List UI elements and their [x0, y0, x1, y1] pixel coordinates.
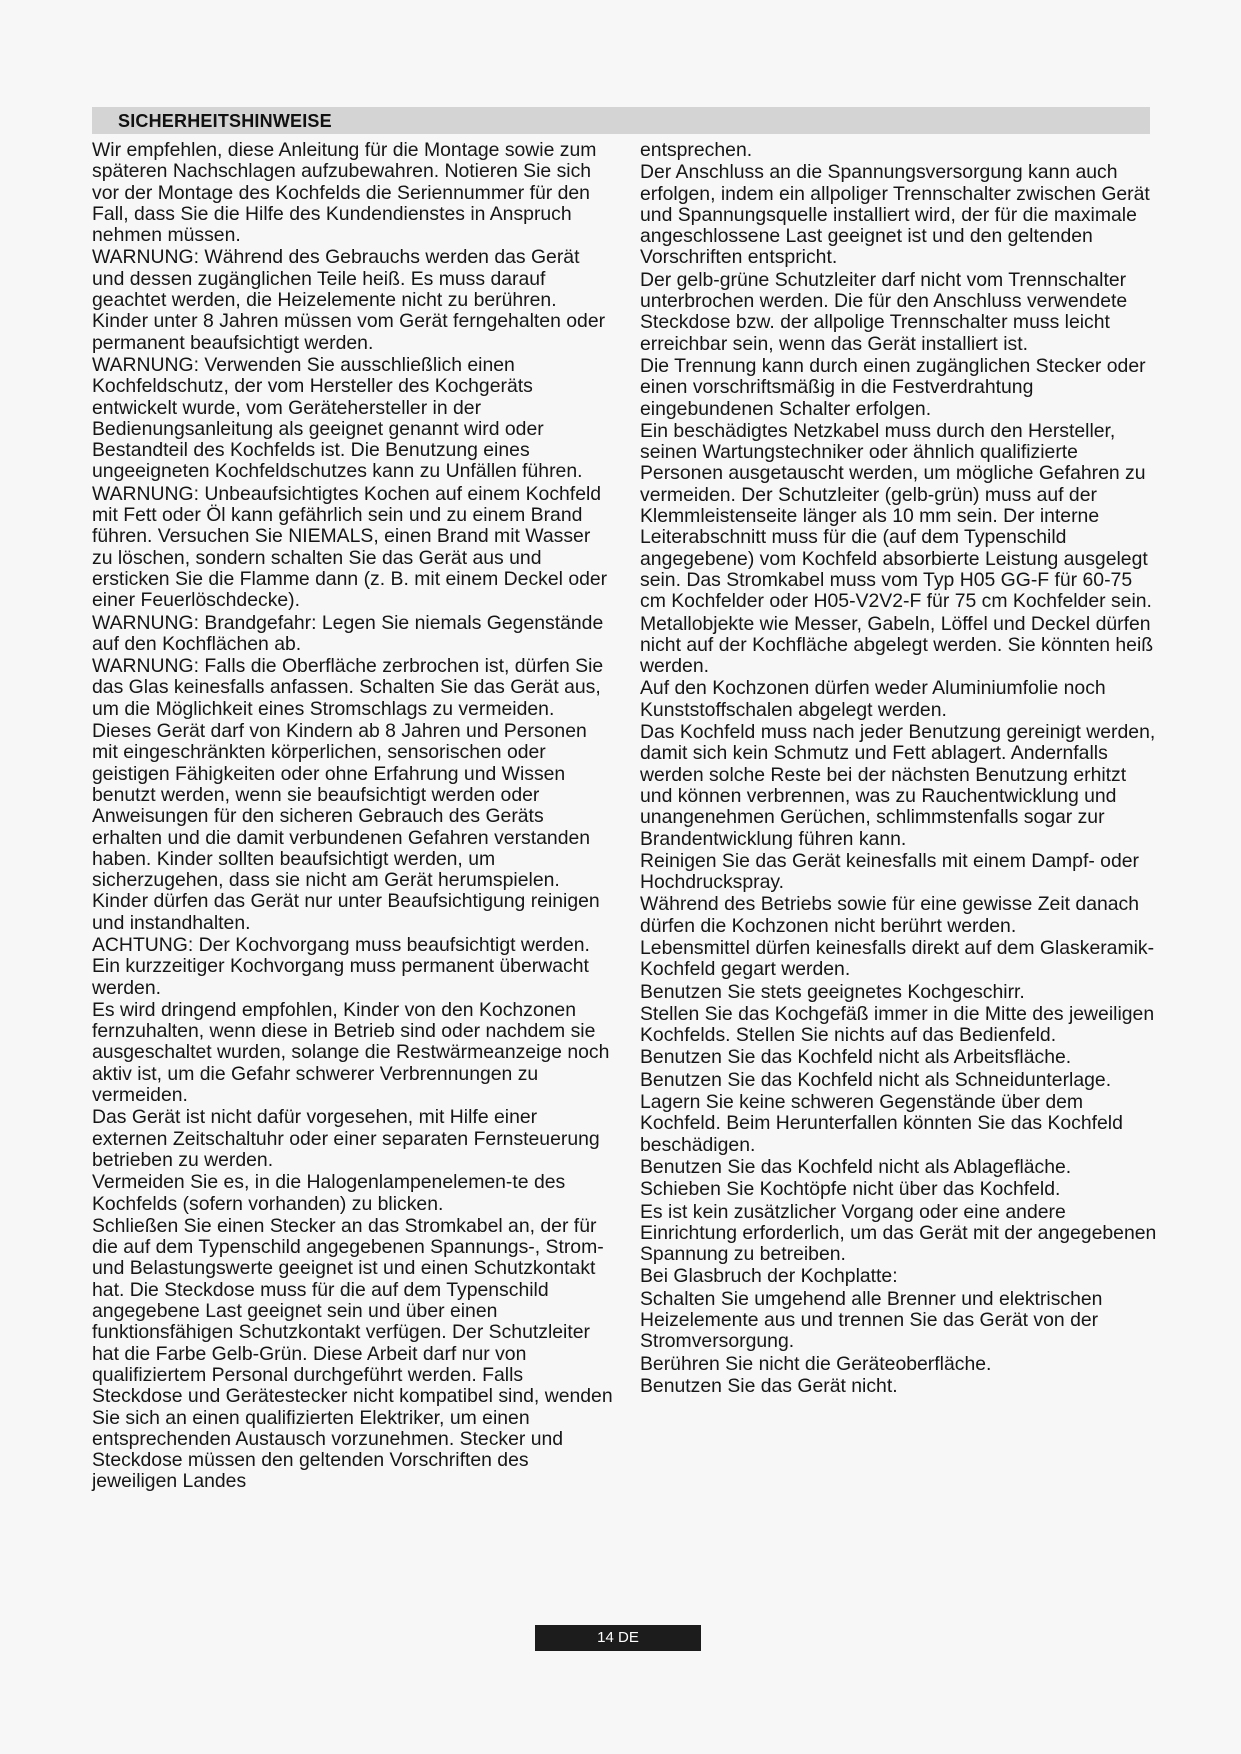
paragraph: Dieses Gerät darf von Kindern ab 8 Jahren und Personen mit eingeschränkten körperlichen, sensorischen oder geistigen Fähigkeiten oder ohne Erfahrung und Wissen benutzt werden, wenn sie beaufsichtigt werden oder Anweisungen für den sicheren Gebrauch des Geräts erhalten und die damit verbundenen Gefahren verstanden haben. Kinder sollten beaufsichtigt werden, um sicherzugehen, dass sie nicht am Gerät herumspielen. Kinder dürfen das Gerät nur unter Beaufsichtigung reinigen und instandhalten. [92, 720, 600, 934]
left-column [92, 140, 614, 1494]
paragraph: WARNUNG: Verwenden Sie ausschließlich einen Kochfeldschutz, der vom Hersteller des Kochgeräts entwickelt wurde, vom Gerätehersteller in der Bedienungsanleitung als geeignet genannt wird oder Bestandteil des Kochfelds ist. Die Benutzung eines ungeeigneten Kochfeldschutzes kann zu Unfällen führen. [92, 353, 583, 483]
paragraph: Stellen Sie das Kochgefäß immer in die Mitte des jeweiligen Kochfelds. Stellen Sie nichts auf das Bedienfeld. [640, 1002, 1155, 1047]
paragraph: Metallobjekte wie Messer, Gabeln, Löffel und Deckel dürfen nicht auf der Kochfläche abgelegt werden. Sie könnten heiß werden. [640, 612, 1154, 678]
paragraph: Reinigen Sie das Gerät keinesfalls mit einem Dampf- oder Hochdruckspray. [640, 849, 1139, 894]
page-number: 14 DE [535, 1625, 701, 1651]
paragraph: Der gelb-grüne Schutzleiter darf nicht vom Trennschalter unterbrochen werden. Die für den Anschluss verwendete Steckdose bzw. der allpolige Trennschalter muss leicht erreichbar sein, wenn das Gerät installiert ist. [640, 268, 1128, 355]
paragraph: Schließen Sie einen Stecker an das Stromkabel an, der für die auf dem Typenschild angegebenen Spannungs-, Strom- und Belastungswerte geeignet ist und einen Schutzkontakt hat. Die Steckdose muss für die auf dem Typenschild angegebene Last geeignet sein und über einen funktionsfähigen Schutzkontakt verfügen. Der Schutzleiter hat die Farbe Gelb-Grün. Diese Arbeit darf nur von qualifiziertem Personal durchgeführt werden. Falls Steckdose und Gerätestecker nicht kompatibel sind, wenden Sie sich an einen qualifizierten Elektriker, um einen entsprechenden Austausch vorzunehmen. Stecker und Steckdose müssen den geltenden Vorschriften des jeweiligen Landes [92, 1214, 613, 1493]
paragraph: Berühren Sie nicht die Geräteoberfläche. [640, 1352, 992, 1375]
paragraph: Auf den Kochzonen dürfen weder Aluminiumfolie noch Kunststoffschalen abgelegt werden. [640, 677, 1106, 721]
paragraph: Lebensmittel dürfen keinesfalls direkt auf dem Glaskeramik-Kochfeld gegart werden. [640, 936, 1155, 981]
paragraph: Das Kochfeld muss nach jeder Benutzung gereinigt werden, damit sich kein Schmutz und Fett ablagert. Andernfalls werden solche Reste bei der nächsten Benutzung erhitzt und können verbrennen, was zu Rauchentwicklung und unangenehmen Gerüchen, schlimmstenfalls sogar zur Brandentwicklung führen kann. [640, 721, 1156, 850]
section-header-bar [92, 107, 1150, 134]
paragraph: Schalten Sie umgehend alle Brenner und elektrischen Heizelemente aus und trennen Sie das Gerät von der Stromversorgung. [640, 1287, 1103, 1353]
paragraph: Benutzen Sie stets geeignetes Kochgeschirr. [640, 980, 1025, 1003]
paragraph: Benutzen Sie das Kochfeld nicht als Schneidunterlage. [640, 1068, 1112, 1091]
paragraph: WARNUNG: Unbeaufsichtigtes Kochen auf einem Kochfeld mit Fett oder Öl kann gefährlich sein und zu einem Brand führen. Versuchen Sie NIEMALS, einen Brand mit Wasser zu löschen, sondern schalten Sie das Gerät aus und ersticken Sie die Flamme dann (z. B. mit einem Deckel oder einer Feuerlöschdecke). [92, 482, 608, 612]
paragraph: WARNUNG: Während des Gebrauchs werden das Gerät und dessen zugänglichen Teile heiß. Es muss darauf geachtet werden, die Heizelemente nicht zu berühren. Kinder unter 8 Jahren müssen vom Gerät ferngehalten oder permanent beaufsichtigt werden. [92, 246, 606, 354]
paragraph: Bei Glasbruch der Kochplatte: [640, 1265, 898, 1288]
paragraph: Es ist kein zusätzlicher Vorgang oder eine andere Einrichtung erforderlich, um das Gerät mit der angegebenen Spannung zu betreiben. [640, 1200, 1157, 1266]
paragraph: Ein beschädigtes Netzkabel muss durch den Hersteller, seinen Wartungstechniker oder ähnlich qualifizierte Personen ausgetauscht werden, um mögliche Gefahren zu vermeiden. Der Schutzleiter (gelb-grün) muss auf der Klemmleistenseite länger als 10 mm sein. Der interne Leiterabschnitt muss für die (auf dem Typenschild angegebene) vom Kochfeld absorbierte Leistung ausgelegt sein. Das Stromkabel muss vom Typ H05 GG-F für 60-75 cm Kochfelder oder H05-V2V2-F für 75 cm Kochfelder sein. [640, 419, 1152, 613]
paragraph: Benutzen Sie das Kochfeld nicht als Ablagefläche. [640, 1155, 1072, 1178]
paragraph: Benutzen Sie das Gerät nicht. [640, 1374, 898, 1397]
paragraph: Benutzen Sie das Kochfeld nicht als Arbeitsfläche. [640, 1046, 1072, 1069]
paragraph: Wir empfehlen, diese Anleitung für die Montage sowie zum späteren Nachschlagen aufzubewahren. Notieren Sie sich vor der Montage des Kochfelds die Seriennummer für den Fall, dass Sie die Hilfe des Kundendienstes in Anspruch nehmen müssen. [92, 139, 597, 247]
paragraph: Das Gerät ist nicht dafür vorgesehen, mit Hilfe einer externen Zeitschaltuhr oder einer separaten Fernsteuerung betrieben zu werden. [92, 1106, 600, 1171]
paragraph: ACHTUNG: Der Kochvorgang muss beaufsichtigt werden. Ein kurzzeitiger Kochvorgang muss permanent überwacht werden. [92, 933, 590, 999]
paragraph: WARNUNG: Brandgefahr: Legen Sie niemals Gegenstände auf den Kochflächen ab. [92, 611, 604, 655]
paragraph: Der Anschluss an die Spannungsversorgung kann auch erfolgen, indem ein allpoliger Trennschalter zwischen Gerät und Spannungsquelle installiert wird, der für die maximale angeschlossene Last geeignet ist und den geltenden Vorschriften entspricht. [640, 161, 1150, 269]
paragraph: Schieben Sie Kochtöpfe nicht über das Kochfeld. [640, 1178, 1061, 1201]
paragraph: Vermeiden Sie es, in die Halogenlampenelemen-te des Kochfelds (sofern vorhanden) zu blicken. [92, 1171, 566, 1215]
paragraph: entsprechen. [640, 139, 753, 161]
section-title: SICHERHEITSHINWEISE [118, 111, 332, 131]
paragraph: Die Trennung kann durch einen zugänglichen Stecker oder einen vorschriftsmäßig in die Festverdrahtung eingebundenen Schalter erfolgen. [640, 354, 1146, 420]
paragraph: WARNUNG: Falls die Oberfläche zerbrochen ist, dürfen Sie das Glas keinesfalls anfassen. Schalten Sie das Gerät aus, um die Möglichkeit eines Stromschlags zu vermeiden. [92, 655, 604, 720]
right-column [640, 140, 1160, 1398]
paragraph: Während des Betriebs sowie für eine gewisse Zeit danach dürfen die Kochzonen nicht berührt werden. [640, 893, 1140, 937]
paragraph: Lagern Sie keine schweren Gegenstände über dem Kochfeld. Beim Herunterfallen könnten Sie das Kochfeld beschädigen. [640, 1091, 1123, 1156]
paragraph: Es wird dringend empfohlen, Kinder von den Kochzonen fernzuhalten, wenn diese in Betrieb sind oder nachdem sie ausgeschaltet wurden, solange die Restwärmeanzeige noch aktiv ist, um die Gefahr schwerer Verbrennungen zu vermeiden. [92, 998, 610, 1107]
